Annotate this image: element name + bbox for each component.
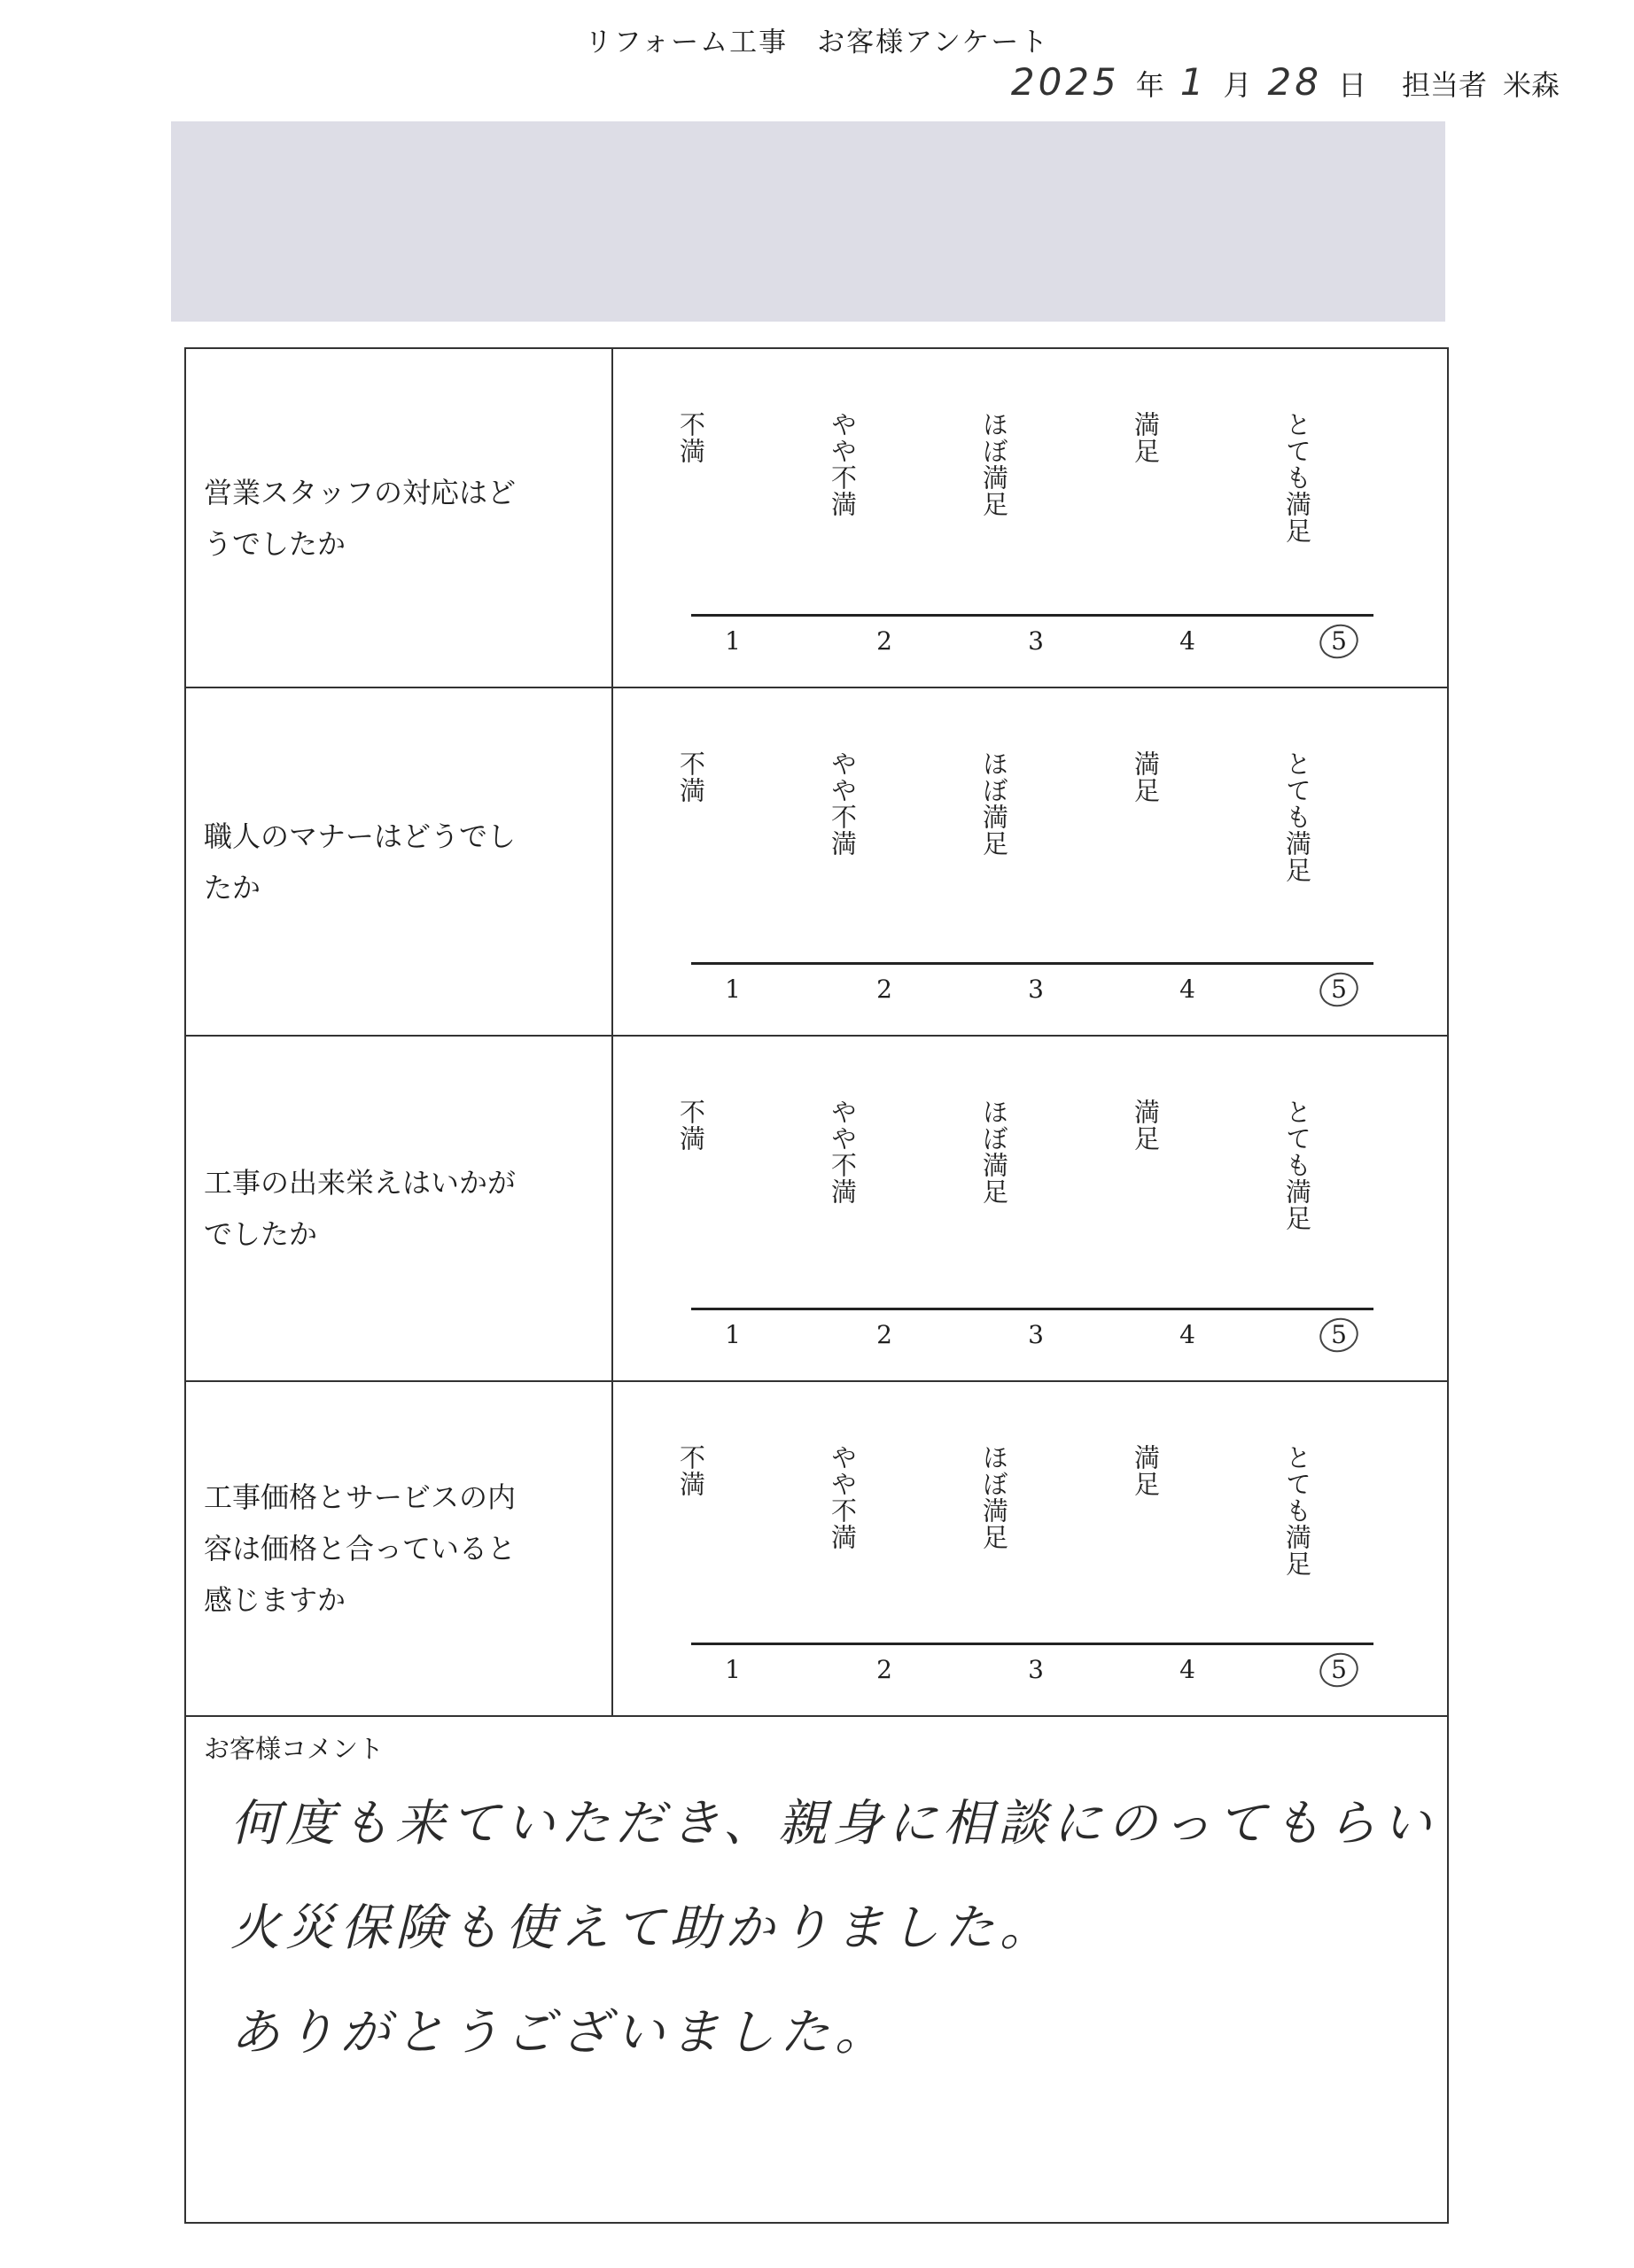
scale-number: 3 — [1028, 626, 1044, 656]
scale-label: とても満足 — [1282, 411, 1312, 544]
comment-line: ありがとうございました。 — [230, 2004, 890, 2062]
question-row — [186, 349, 1447, 688]
question-row — [186, 1382, 1447, 1717]
survey-title: リフォーム工事 お客様アンケート — [584, 27, 1050, 58]
question-cell — [186, 688, 613, 1035]
scale-label: やや不満 — [828, 1444, 858, 1550]
staff-name: 米森 — [1502, 68, 1560, 102]
scale-number: 3 — [1028, 1320, 1044, 1349]
question-cell — [186, 349, 613, 687]
scale-label: 不満 — [676, 750, 706, 804]
scale-label: 不満 — [676, 1444, 706, 1497]
scale-number: 2 — [876, 1320, 892, 1349]
scale-number: 3 — [1028, 975, 1044, 1004]
scale-number: 4 — [1179, 626, 1195, 656]
date-day: 28 — [1267, 60, 1322, 104]
scale-number: 5 — [1331, 1655, 1347, 1684]
scale-label: とても満足 — [1282, 750, 1312, 883]
scale-number: 4 — [1179, 975, 1195, 1004]
scale-label: やや不満 — [828, 1099, 858, 1205]
scale-label: 満足 — [1131, 1099, 1161, 1152]
scale-number: 4 — [1179, 1655, 1195, 1684]
scale-label: とても満足 — [1282, 1099, 1312, 1231]
comment-body — [230, 1772, 1436, 2085]
rating-scale — [613, 1037, 1447, 1380]
scale-label: 不満 — [676, 1099, 706, 1152]
scale-label: ほぼ満足 — [979, 1444, 1009, 1550]
redacted-customer-info — [171, 121, 1445, 322]
question-text: 工事価格とサービスの内容は価格と合っていると感じますか — [204, 1480, 517, 1617]
scale-number: 1 — [725, 626, 741, 656]
question-cell — [186, 1382, 613, 1715]
question-row — [186, 1037, 1447, 1382]
survey-table — [184, 347, 1449, 2224]
scale-line — [691, 1643, 1373, 1645]
comment-label: お客様コメント — [204, 1734, 385, 1764]
scale-line — [691, 962, 1373, 965]
scale-number: 2 — [876, 975, 892, 1004]
date-day-unit: 日 — [1337, 68, 1366, 102]
question-text: 工事の出来栄えはいかがでしたか — [204, 1166, 517, 1251]
scale-number: 1 — [725, 1320, 741, 1349]
scale-number: 3 — [1028, 1655, 1044, 1684]
scale-number: 1 — [725, 1655, 741, 1684]
scale-number: 5 — [1331, 626, 1347, 656]
comment-line: 火災保険も使えて助かりました。 — [230, 1899, 1054, 1957]
scale-number: 5 — [1331, 1320, 1347, 1349]
rating-scale — [613, 1382, 1447, 1715]
question-cell — [186, 1037, 613, 1380]
scale-number: 5 — [1331, 975, 1347, 1004]
scale-number: 4 — [1179, 1320, 1195, 1349]
question-text: 営業スタッフの対応はどうでしたか — [204, 475, 517, 561]
question-row — [186, 688, 1447, 1037]
rating-scale — [613, 349, 1447, 687]
comment-section — [186, 1717, 1447, 2222]
scale-line — [691, 1308, 1373, 1310]
scale-label: やや不満 — [828, 750, 858, 857]
scale-label: 満足 — [1131, 411, 1161, 464]
scale-label: ほぼ満足 — [979, 411, 1009, 517]
scale-line — [691, 614, 1373, 617]
comment-line: 何度も来ていただき、親身に相談にのってもらい — [230, 1795, 1437, 1852]
scale-number: 1 — [725, 975, 741, 1004]
scale-number: 2 — [876, 626, 892, 656]
date-month: 1 — [1179, 60, 1208, 104]
scale-label: 不満 — [676, 411, 706, 464]
question-text: 職人のマナーはどうでしたか — [204, 819, 517, 905]
scale-label: ほぼ満足 — [979, 1099, 1009, 1205]
date-year-unit: 年 — [1135, 68, 1164, 102]
scale-label: とても満足 — [1282, 1444, 1312, 1577]
rating-scale — [613, 688, 1447, 1035]
scale-label: 満足 — [1131, 750, 1161, 804]
staff-label: 担当者 — [1401, 68, 1487, 102]
date-line — [1011, 60, 1560, 104]
date-month-unit: 月 — [1223, 68, 1252, 102]
scale-label: やや不満 — [828, 411, 858, 517]
scale-label: ほぼ満足 — [979, 750, 1009, 857]
date-year: 2025 — [1010, 60, 1120, 104]
scale-number: 2 — [876, 1655, 892, 1684]
scale-label: 満足 — [1131, 1444, 1161, 1497]
